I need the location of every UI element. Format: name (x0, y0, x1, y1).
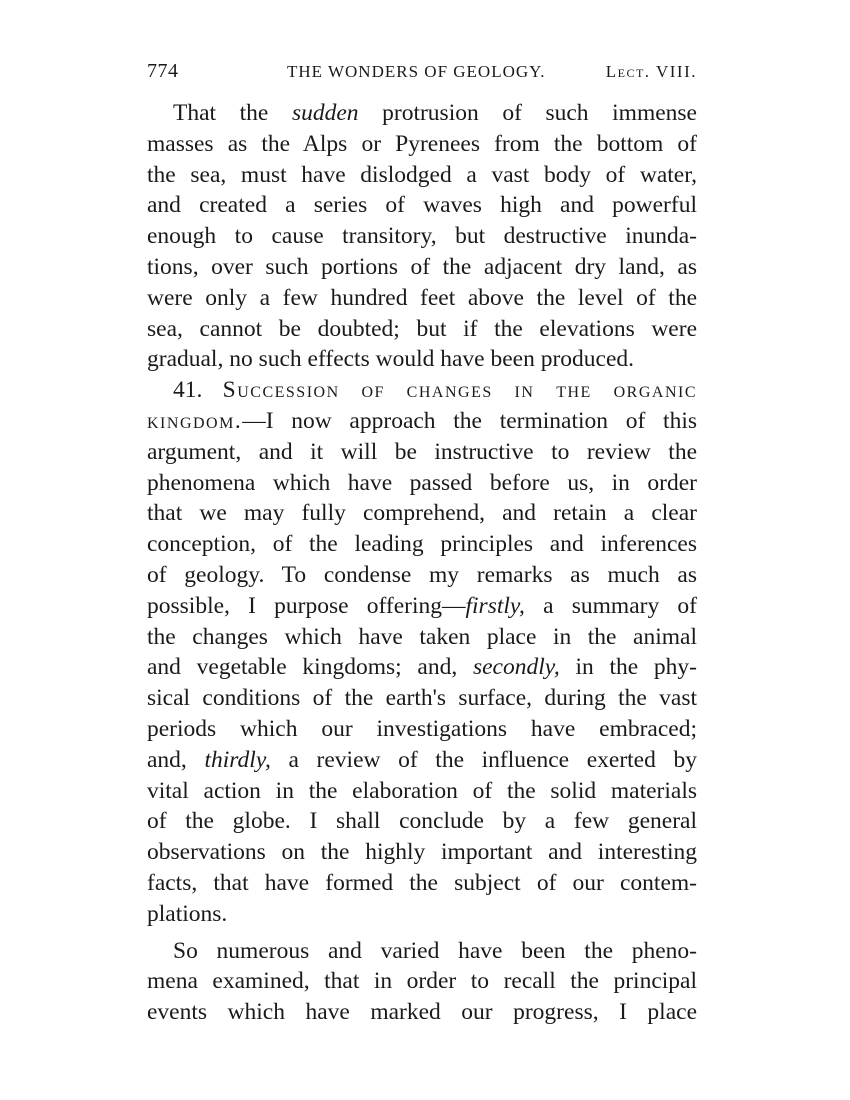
text-line: of geology. To condense my remarks as much as (147, 561, 697, 588)
running-title: THE WONDERS OF GEOLOGY. (287, 62, 546, 81)
text-line: sical conditions of the earth's surface, during the vast (147, 685, 697, 712)
text-line: and vegetable kingdoms; and, secondly, in the phy- (147, 654, 697, 681)
page-number: 774 (147, 60, 179, 82)
text-line: periods which our investigations have embraced; (147, 715, 697, 742)
text-line: So numerous and varied have been the pheno- (173, 937, 697, 964)
paragraph-alps-pyrenees (147, 98, 697, 375)
page-body (147, 98, 697, 1028)
lecture-reference: Lect. VIII. (605, 62, 697, 81)
text-line: conception, of the leading principles and inferences (147, 531, 697, 558)
text-line: events which have marked our progress, I place (147, 999, 697, 1026)
text-line: phenomena which have passed before us, in order (147, 469, 697, 496)
text-line: tions, over such portions of the adjacent dry land, as (147, 253, 697, 280)
text-line: possible, I purpose offering—firstly, a summary of (147, 592, 697, 619)
paragraph-numerous-phenomena (147, 936, 697, 1028)
text-line: kingdom.—I now approach the termination of this (147, 407, 697, 434)
text-line: plations. (147, 900, 228, 927)
text-line: and, thirdly, a review of the influence exerted by (147, 746, 697, 773)
text-line: that we may fully comprehend, and retain a clear (147, 500, 697, 527)
text-line: of the globe. I shall conclude by a few general (147, 808, 697, 835)
text-line: the sea, must have dislodged a vast body of water, (147, 161, 697, 188)
section-number: 41. (173, 377, 203, 404)
text-line: masses as the Alps or Pyrenees from the bottom of (147, 130, 697, 157)
text-line: That the sudden protrusion of such immense (173, 100, 697, 126)
text-line: mena examined, that in order to recall the principal (147, 968, 697, 995)
text-line: and created a series of waves high and powerful (147, 192, 697, 219)
section-heading: Succession of changes in the organic (222, 377, 697, 404)
text-line: argument, and it will be instructive to review the (147, 438, 697, 465)
running-header (147, 60, 697, 86)
text-line: gradual, no such effects would have been produced. (147, 346, 635, 373)
text-line: facts, that have formed the subject of our contem- (147, 869, 697, 896)
section-heading-end: kingdom. (147, 407, 243, 434)
text-line: enough to cause transitory, but destructive inunda- (147, 223, 697, 250)
section-41 (147, 375, 697, 929)
text-line: the changes which have taken place in the animal (147, 623, 697, 650)
text-line: vital action in the elaboration of the solid materials (147, 777, 697, 804)
text-line: sea, cannot be doubted; but if the elevations were (147, 315, 697, 342)
text-line: were only a few hundred feet above the level of the (147, 284, 697, 311)
text-line: observations on the highly important and interesting (147, 839, 697, 866)
section-heading-line (147, 375, 697, 406)
